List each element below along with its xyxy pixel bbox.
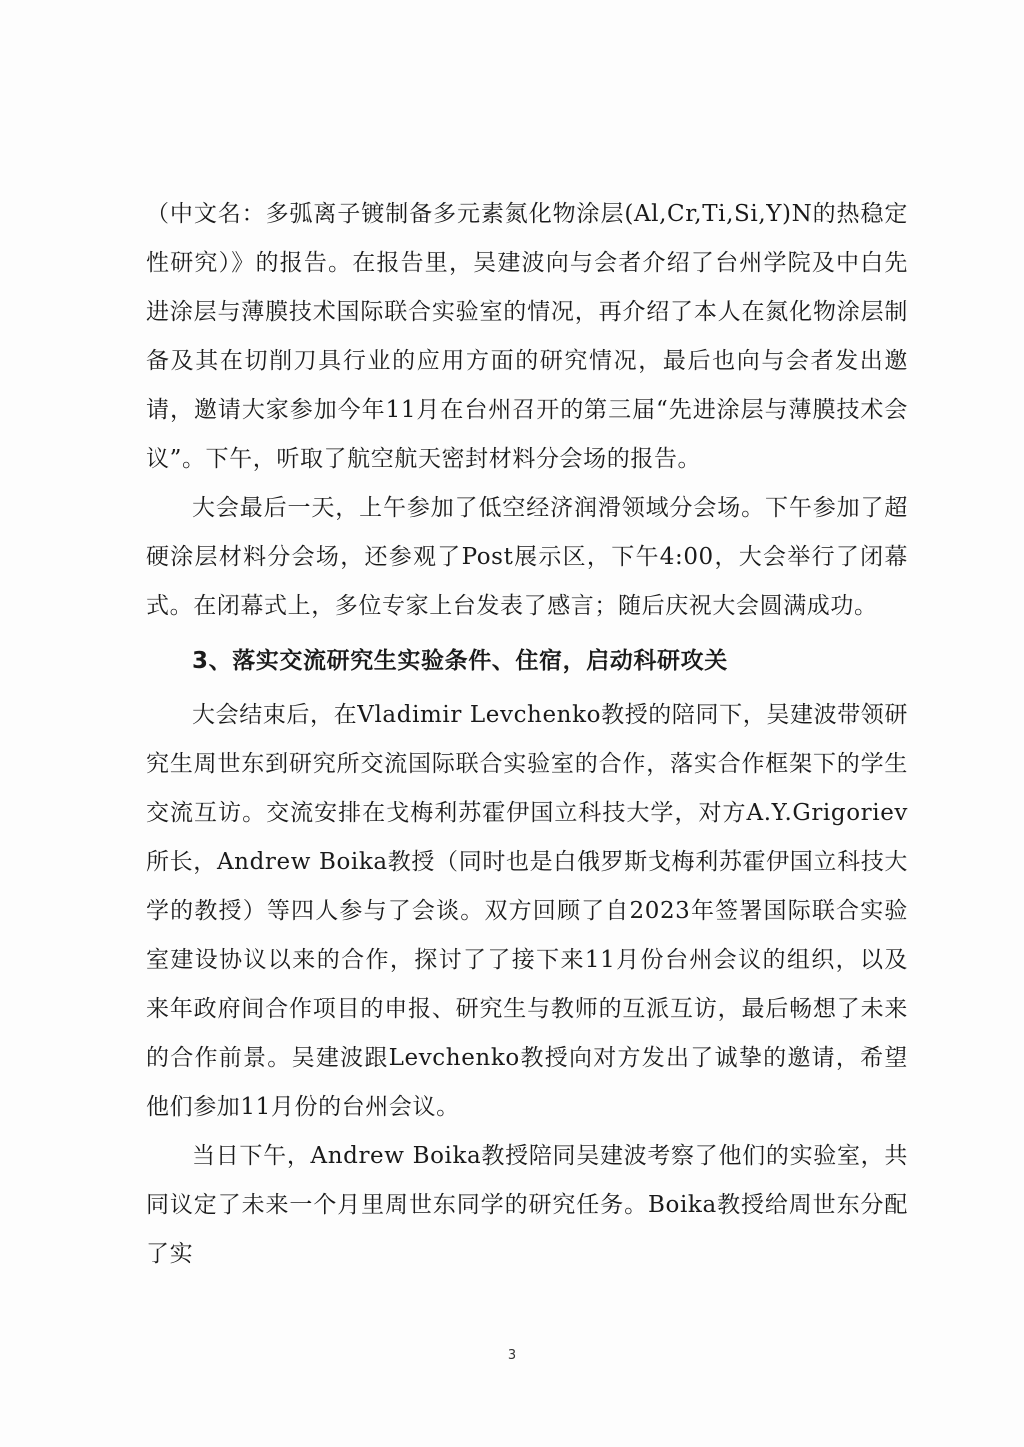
document-body xyxy=(146,190,908,1279)
paragraph-final-day: 大会最后一天，上午参加了低空经济润滑领域分会场。下午参加了超硬涂层材料分会场，还参观了Post展示区，下午4:00，大会举行了闭幕式。在闭幕式上，多位专家上台发表了感言；随后庆祝大会圆满成功。 xyxy=(146,495,908,619)
section-heading-3: 3、落实交流研究生实验条件、住宿，启动科研攻关 xyxy=(192,648,728,674)
paragraph-afternoon-lab-visit: 当日下午，Andrew Boika教授陪同吴建波考察了他们的实验室，共同议定了未来一个月里周世东同学的研究任务。Boika教授给周世东分配了实 xyxy=(146,1143,908,1267)
paragraph-report-continuation: （中文名：多弧离子镀制备多元素氮化物涂层(Al,Cr,Ti,Si,Y)N的热稳定性研究）》的报告。在报告里，吴建波向与会者介绍了台州学院及中白先进涂层与薄膜技术国际联合实验室的情况，再介绍了本人在氮化物涂层制备及其在切削刀具行业的应用方面的研究情况，最后也向与会者发出邀请，邀请大家参加今年11月在台州召开的第三届“先进涂层与薄膜技术会议”。下午，听取了航空航天密封材料分会场的报告。 xyxy=(146,201,908,472)
page-number: 3 xyxy=(507,1348,517,1363)
paragraph-after-conference: 大会结束后，在Vladimir Levchenko教授的陪同下，吴建波带领研究生周世东到研究所交流国际联合实验室的合作，落实合作框架下的学生交流互访。交流安排在戈梅利苏霍伊国立科技大学，对方A.Y.Grigoriev所长，Andrew Boika教授（同时也是白俄罗斯戈梅利苏霍伊国立科技大学的教授）等四人参与了会谈。双方回顾了自2023年签署国际联合实验室建设协议以来的合作，探讨了了接下来11月份台州会议的组织，以及来年政府间合作项目的申报、研究生与教师的互派互访，最后畅想了未来的合作前景。吴建波跟Levchenko教授向对方发出了诚挚的邀请，希望他们参加11月份的台州会议。 xyxy=(146,702,908,1120)
